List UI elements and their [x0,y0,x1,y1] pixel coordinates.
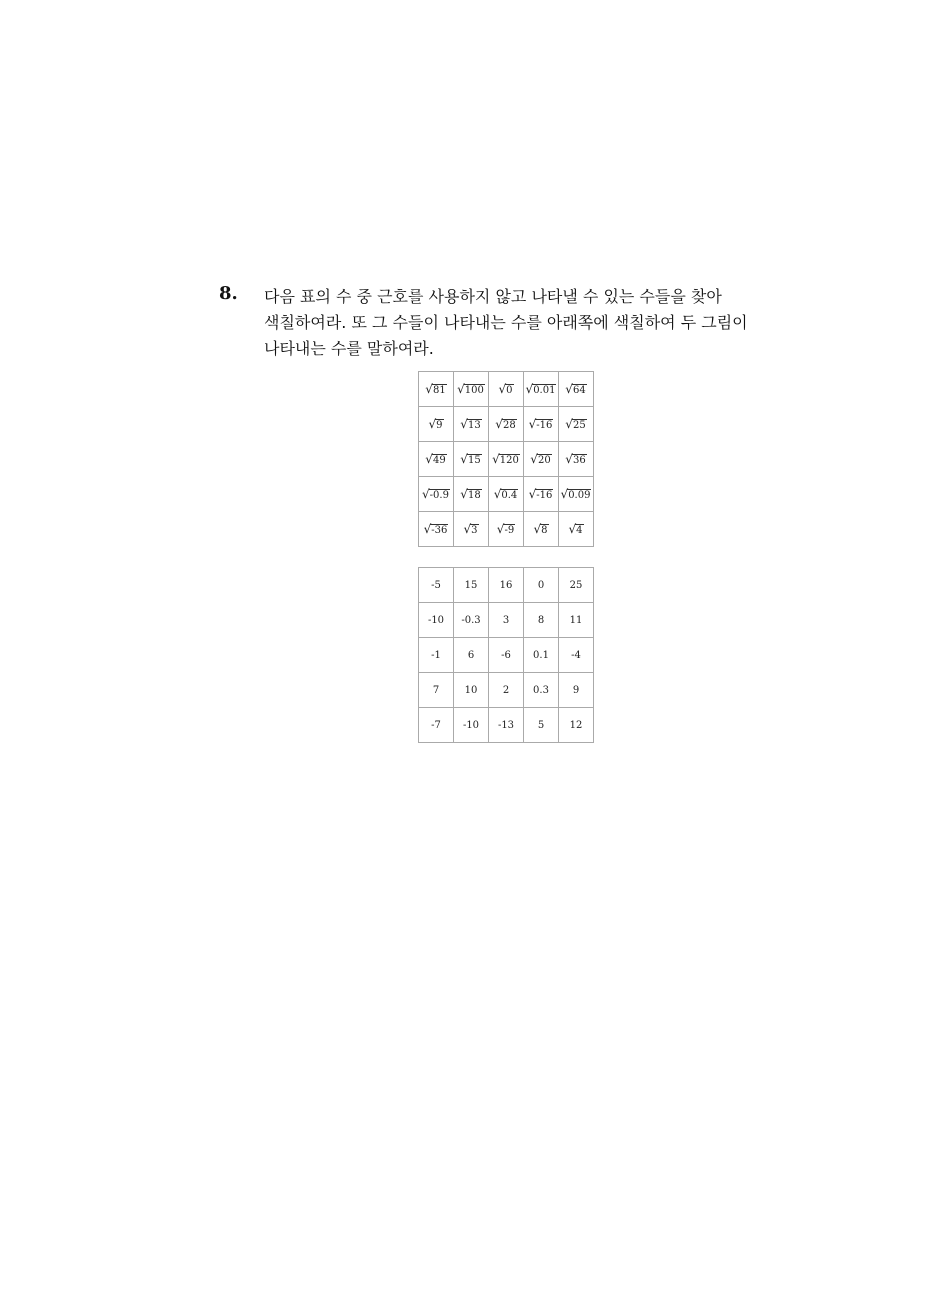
root-cell[interactable] [489,442,524,477]
number-cell[interactable]: 7 [419,673,454,708]
radical-expression [495,417,516,431]
root-cell[interactable] [559,442,594,477]
root-cell[interactable] [559,372,594,407]
radicand: 120 [499,455,519,466]
radicand: -16 [536,490,553,501]
number-cell[interactable]: 11 [559,603,594,638]
square-root-icon: √ [498,382,507,396]
square-root-icon: √ [560,487,569,501]
radical-expression [425,452,446,466]
radical-expression [529,487,554,501]
problem-number: 8. [219,283,238,304]
number-cell[interactable]: -10 [454,708,489,743]
radical-expression [568,522,583,536]
number-cell[interactable]: 10 [454,673,489,708]
square-root-icon: √ [528,487,537,501]
root-cell[interactable] [489,407,524,442]
square-root-icon: √ [422,487,430,501]
number-cell[interactable]: 0.1 [524,638,559,673]
square-root-icon: √ [528,417,537,431]
root-cell[interactable] [489,512,524,547]
radicand: 81 [432,385,446,396]
number-table-row [419,673,594,708]
radicand: 36 [572,455,586,466]
root-cell[interactable] [524,372,559,407]
number-cell[interactable]: 15 [454,568,489,603]
root-cell[interactable] [419,477,454,512]
number-table-row [419,568,594,603]
square-root-icon: √ [568,522,577,536]
square-root-icon: √ [423,522,432,536]
square-root-icon: √ [428,417,437,431]
radical-expression [460,487,481,501]
square-root-icon: √ [493,487,502,501]
root-cell[interactable] [454,512,489,547]
radicand: 3 [471,525,478,536]
root-table-row [419,442,594,477]
root-cell[interactable] [419,512,454,547]
radical-expression [530,452,551,466]
number-table-row [419,603,594,638]
radicand: 0.09 [568,490,591,501]
radicand: 0.4 [501,490,518,501]
square-root-icon: √ [425,452,433,466]
root-cell[interactable] [524,512,559,547]
number-cell[interactable]: -0.3 [454,603,489,638]
problem-text-line: 나타내는 수를 말하여라. [264,339,434,358]
square-root-icon: √ [495,417,503,431]
square-root-icon: √ [565,452,573,466]
square-root-icon: √ [460,417,468,431]
number-cell[interactable]: 8 [524,603,559,638]
root-cell[interactable] [524,442,559,477]
radical-expression [422,487,450,501]
radicand: 8 [541,525,548,536]
root-cell[interactable] [524,477,559,512]
square-root-icon: √ [463,522,472,536]
radicand: 49 [432,455,446,466]
square-root-table [418,371,594,547]
radical-expression [492,452,520,466]
number-cell[interactable]: -1 [419,638,454,673]
problem-text [264,284,754,362]
root-cell[interactable] [454,372,489,407]
number-cell[interactable]: 3 [489,603,524,638]
root-cell[interactable] [489,477,524,512]
root-cell[interactable] [454,442,489,477]
radicand: 9 [436,420,443,431]
number-cell[interactable]: 16 [489,568,524,603]
root-table-row [419,512,594,547]
radicand: 4 [576,525,583,536]
root-cell[interactable] [559,407,594,442]
number-cell[interactable]: -4 [559,638,594,673]
number-cell[interactable]: -5 [419,568,454,603]
root-cell[interactable] [559,512,594,547]
radical-expression [533,522,548,536]
number-cell[interactable]: 25 [559,568,594,603]
radicand: 15 [467,455,481,466]
radicand: -9 [504,525,515,536]
number-cell[interactable]: -6 [489,638,524,673]
problem-text-line: 다음 표의 수 중 근호를 사용하지 않고 나타낼 수 있는 수들을 찾아 [264,287,722,306]
root-cell[interactable] [454,477,489,512]
root-cell[interactable] [489,372,524,407]
number-cell[interactable]: 9 [559,673,594,708]
radical-expression [424,522,449,536]
radicand: 20 [537,455,551,466]
radical-expression [526,382,557,396]
radical-expression [565,382,586,396]
number-cell[interactable]: 2 [489,673,524,708]
radicand: 0 [506,385,513,396]
square-root-icon: √ [496,522,505,536]
problem-text-line: 색칠하여라. 또 그 수들이 나타내는 수를 아래쪽에 색칠하여 두 그림이 [264,313,748,332]
root-table-row [419,407,594,442]
root-cell[interactable] [419,407,454,442]
radicand: -0.9 [429,490,449,501]
number-table-row [419,708,594,743]
radical-expression [460,452,481,466]
radical-expression [498,382,513,396]
number-cell[interactable]: 5 [524,708,559,743]
square-root-icon: √ [533,522,542,536]
radical-expression [494,487,519,501]
number-table-row [419,638,594,673]
radical-expression [561,487,592,501]
number-cell[interactable]: 0.3 [524,673,559,708]
radical-expression [457,382,485,396]
radicand: 13 [467,420,481,431]
square-root-icon: √ [492,452,500,466]
radical-expression [529,417,554,431]
radicand: 0.01 [533,385,556,396]
square-root-icon: √ [530,452,538,466]
root-cell[interactable] [454,407,489,442]
root-cell[interactable] [419,372,454,407]
square-root-icon: √ [525,382,534,396]
radicand: -16 [536,420,553,431]
radical-expression [460,417,481,431]
square-root-icon: √ [460,487,468,501]
root-cell[interactable] [559,477,594,512]
number-cell[interactable]: 6 [454,638,489,673]
number-cell[interactable]: 12 [559,708,594,743]
number-cell[interactable]: 0 [524,568,559,603]
radicand: 28 [502,420,516,431]
square-root-icon: √ [460,452,468,466]
number-table [418,567,594,743]
square-root-icon: √ [457,382,465,396]
root-cell[interactable] [524,407,559,442]
radicand: 18 [467,490,481,501]
radical-expression [425,382,446,396]
number-cell[interactable]: -10 [419,603,454,638]
number-cell[interactable]: -13 [489,708,524,743]
root-cell[interactable] [419,442,454,477]
root-table-row [419,477,594,512]
radical-expression [565,452,586,466]
root-table-row [419,372,594,407]
radical-expression [497,522,515,536]
number-cell[interactable]: -7 [419,708,454,743]
radical-expression [463,522,478,536]
radicand: 64 [572,385,586,396]
radicand: 25 [572,420,586,431]
radical-expression [428,417,443,431]
square-root-icon: √ [425,382,433,396]
radical-expression [565,417,586,431]
square-root-icon: √ [565,417,573,431]
radicand: 100 [464,385,484,396]
square-root-icon: √ [565,382,573,396]
radicand: -36 [431,525,448,536]
